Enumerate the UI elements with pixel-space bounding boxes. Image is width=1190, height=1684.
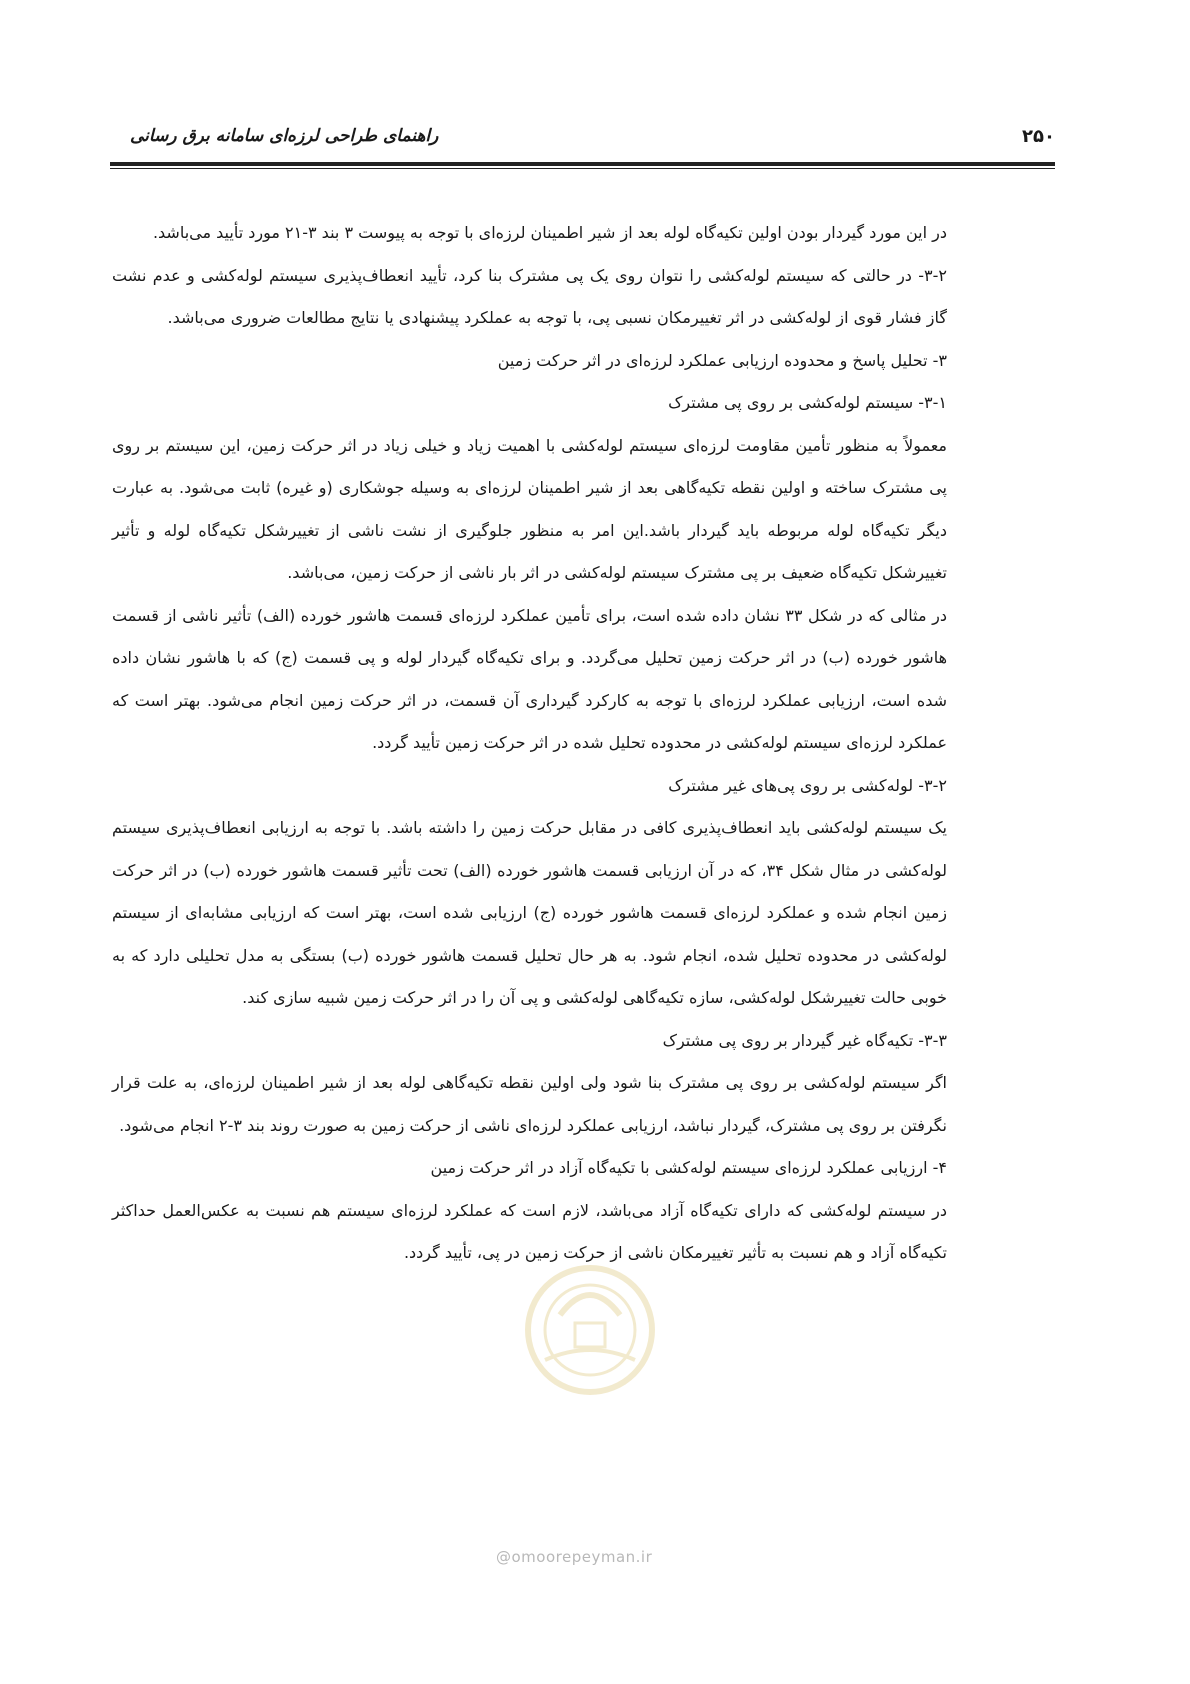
- watermark-url: @omoorepeyman.ir: [496, 1548, 653, 1566]
- header-rule-thick: [110, 162, 1055, 166]
- section-heading-3: ۳- تحلیل پاسخ و محدوده ارزیابی عملکرد لرزه‌ای در اثر حرکت زمین: [497, 350, 947, 370]
- paragraph-figure-33-example: در مثالی که در شکل ۳۳ نشان داده شده است، برای تأمین عملکرد لرزه‌ای قسمت هاشور خورده (الف) تأثیر ناشی از قسمت هاشور خورده (ب) در اثر حرکت زمین تحلیل می‌گردد. و برای تکیه‌گاه گیردار لوله و پی قسمت (ج) که با هاشور نشان داده شده است، ارزیابی عملکرد لرزه‌ای با توجه به کارکرد گیرداری آن قسمت، در اثر حرکت زمین انجام می‌شود. بهتر است که عملکرد لرزه‌ای سیستم لوله‌کشی در محدوده تحلیل شده در اثر حرکت زمین تأیید گردد.: [112, 605, 948, 752]
- page-number: ۲۵۰: [1022, 126, 1055, 147]
- document-body: [112, 212, 947, 1275]
- paragraph-continuation: در این مورد گیردار بودن اولین تکیه‌گاه لوله بعد از شیر اطمینان لرزه‌ای با توجه به پیوست ۳ بند ۳-۲۱ مورد تأیید می‌باشد.: [152, 223, 947, 242]
- paragraph-non-fixed-support: اگر سیستم لوله‌کشی بر روی پی مشترک بنا شود ولی اولین نقطه تکیه‌گاهی لوله بعد از شیر اطمینان لرزه‌ای، به علت قرار نگرفتن بر روی پی مشترک، گیردار نباشد، ارزیابی عملکرد لرزه‌ای ناشی از حرکت زمین به صورت روند بند ۳-۲ انجام می‌شود.: [112, 1073, 947, 1135]
- paragraph-separate-foundations: یک سیستم لوله‌کشی باید انعطاف‌پذیری کافی در مقابل حرکت زمین را داشته باشد. با توجه به ارزیابی انعطاف‌پذیری سیستم لوله‌کشی در مثال شکل ۳۴، که در آن ارزیابی قسمت هاشور خورده (الف) تحت تأثیر قسمت هاشور خورده (ب) در اثر حرکت زمین انجام شده و عملکرد لرزه‌ای قسمت هاشور خورده (ج) ارزیابی شده است، بهتر است که ارزیابی مشابه‌ای از سیستم لوله‌کشی در محدوده تحلیل شده، انجام شود. به هر حال تحلیل قسمت هاشور خورده (ب) بستگی به مدل تحلیلی دارد که به خوبی حالت تغییرشکل لوله‌کشی، سازه تکیه‌گاهی لوله‌کشی و پی آن را در اثر حرکت زمین شبیه سازی کند.: [112, 818, 947, 1007]
- subsection-heading-3-2: ۳-۲- لوله‌کشی بر روی پی‌های غیر مشترک: [668, 775, 947, 795]
- paragraph-free-support: در سیستم لوله‌کشی که دارای تکیه‌گاه آزاد می‌باشد، لازم است که عملکرد لرزه‌ای سیستم هم نسبت به عکس‌العمل حداکثر تکیه‌گاه آزاد و هم نسبت به تأثیر تغییرمکان ناشی از حرکت زمین در پی، تأیید گردد.: [112, 1200, 947, 1262]
- running-title: راهنمای طراحی لرزه‌ای سامانه برق رسانی: [130, 126, 439, 146]
- header-rule-thin: [110, 168, 1055, 169]
- section-heading-4: ۴- ارزیابی عملکرد لرزه‌ای سیستم لوله‌کشی با تکیه‌گاه آزاد در اثر حرکت زمین: [430, 1158, 947, 1177]
- paragraph-common-foundation: معمولاً به منظور تأمین مقاومت لرزه‌ای سیستم لوله‌کشی با اهمیت زیاد و خیلی زیاد در اثر حرکت زمین، این سیستم بر روی پی مشترک ساخته و اولین نقطه تکیه‌گاهی بعد از شیر اطمینان لرزه‌ای به وسیله جوشکاری (و غیره) ثابت می‌شود. به عبارت دیگر تکیه‌گاه لوله مربوطه باید گیردار باشد.این امر به منظور جلوگیری از نشت ناشی از تغییرشکل تکیه‌گاه لوله و تأثیر تغییرشکل تکیه‌گاه ضعیف بر پی مشترک سیستم لوله‌کشی در اثر بار ناشی از حرکت زمین، می‌باشد.: [112, 435, 947, 582]
- subsection-heading-3-1: ۳-۱- سیستم لوله‌کشی بر روی پی مشترک: [668, 393, 947, 412]
- page-header: [110, 122, 1055, 158]
- subsection-heading-3-3: ۳-۳- تکیه‌گاه غیر گیردار بر روی پی مشترک: [662, 1030, 947, 1050]
- paragraph-item-3-2: ۳-۲- در حالتی که سیستم لوله‌کشی را نتوان روی یک پی مشترک بنا کرد، تأیید انعطاف‌پذیری سیستم لوله‌کشی و عدم نشت گاز فشار قوی از لوله‌کشی در اثر تغییرمکان نسبی پی، با توجه به عملکرد پیشنهادی یا نتایج مطالعات ضروری می‌باشد.: [112, 265, 947, 327]
